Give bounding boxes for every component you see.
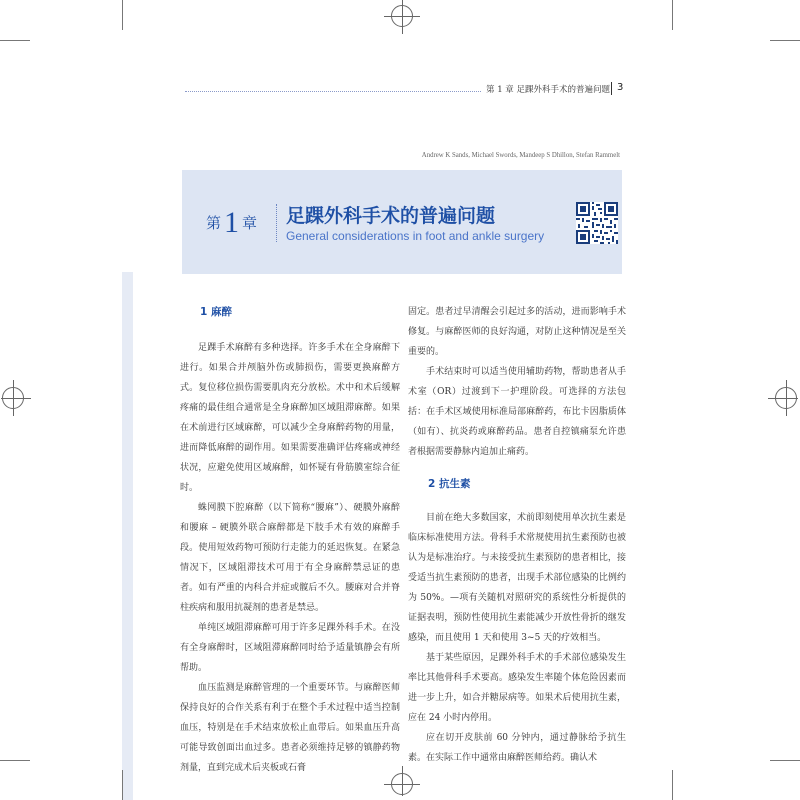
chapter-label-pre: 第 xyxy=(206,216,222,232)
chapter-divider xyxy=(276,204,277,242)
crop-mark xyxy=(122,0,123,30)
paragraph: 固定。患者过早清醒会引起过多的活动，进而影响手术修复。与麻醉医师的良好沟通，对防止这种情况是至关重要的。 xyxy=(408,307,626,357)
paragraph: 目前在绝大多数国家，术前即刻使用单次抗生素是临床标准使用方法。骨科手术常规使用抗生素预防也被认为是标准治疗。与未接受抗生素预防的患者相比，接受适当抗生素预防的患者，出现手术部位感染的比例约为 50%。—项有关随机对照研究的系统性分析提供的证据表明，预防性使用抗生素能减少开放性骨折的继发感染，而且使用 1 天和使用 3~5 天的疗效相当。 xyxy=(408,513,626,643)
running-head-chapter: 第 1 章 足踝外科手术的普遍问题 xyxy=(486,85,611,95)
margin-strip xyxy=(122,272,133,800)
chapter-title: 足踝外科手术的普遍问题 xyxy=(286,205,496,227)
paragraph: 足踝手术麻醉有多种选择。许多手术在全身麻醉下进行。如果合并颅脑外伤或肺损伤，需要更换麻醉方式。复位移位损伤需要肌肉充分放松。术中和术后缓解疼痛的最佳组合通常是全身麻醉加区域阻滞麻醉。如果在术前进行区域麻醉，可以减少全身麻醉药物的用量，进而降低麻醉的副作用。如果需要准确评估疼痛或神经状况，应避免使用区域麻醉，如怀疑有骨筋膜室综合征时。 xyxy=(180,343,400,493)
section-heading-antibiotics: 2 抗生素 xyxy=(428,478,471,490)
paragraph: 手术结束时可以适当使用辅助药物，帮助患者从手术室（OR）过渡到下一护理阶段。可选择的方法包括：在手术区域使用标准局部麻醉药，布比卡因脂质体（如有）、抗炎药或麻醉药品。患者自控镇痛泵允许患者根据需要静脉内追加止痛药。 xyxy=(408,367,626,457)
left-column xyxy=(180,300,400,778)
registration-mark-top xyxy=(390,4,414,28)
paragraph: 血压监测是麻醉管理的一个重要环节。与麻醉医师保持良好的合作关系有利于在整个手术过程中适当控制血压，特别是在手术结束放松止血带后。如果血压升高可能导致创面出血过多。患者必须维持足够的镇静药物剂量，直到完成术后夹板或石膏 xyxy=(180,683,400,773)
chapter-subtitle-english: General considerations in foot and ankle surgery xyxy=(286,229,545,243)
chapter-title-box xyxy=(182,170,622,274)
section-heading-anesthesia: 1 麻醉 xyxy=(200,306,232,318)
crop-mark xyxy=(672,770,673,800)
right-column xyxy=(408,302,626,768)
registration-mark-left xyxy=(1,386,25,410)
paragraph: 蛛网膜下腔麻醉（以下简称“腰麻”）、硬膜外麻醉和腰麻 – 硬膜外联合麻醉都是下肢手术有效的麻醉手段。使用短效药物可预防行走能力的延迟恢复。在紧急情况下，区域阻滞技术可用于有全身麻醉禁忌证的患者。如有严重的内科合并症或髋后不久。腰麻对合并脊柱疾病和服用抗凝剂的患者是禁忌。 xyxy=(180,503,400,613)
chapter-number: 1 xyxy=(224,206,240,239)
crop-mark xyxy=(672,0,673,30)
paragraph: 基于某些原因，足踝外科手术的手术部位感染发生率比其他骨科手术要高。感染发生率随个体危险因素而进一步上升，如合并糖尿病等。如果术后使用抗生素，应在 24 小时内停用。 xyxy=(408,653,626,723)
crop-mark xyxy=(770,760,800,761)
paragraph: 应在切开皮肤前 60 分钟内，通过静脉给予抗生素。在实际工作中通常由麻醉医师给药。确认术 xyxy=(408,733,626,763)
page-number: 3 xyxy=(617,82,624,93)
crop-mark xyxy=(122,770,123,800)
crop-mark xyxy=(770,40,800,41)
running-head-dots xyxy=(185,91,481,92)
paragraph: 单纯区域阻滞麻醉可用于许多足踝外科手术。在没有全身麻醉时，区域阻滞麻醉同时给予适量镇静会有所帮助。 xyxy=(180,623,400,673)
crop-mark xyxy=(0,40,30,41)
qr-code-icon[interactable] xyxy=(576,202,618,244)
running-head-separator xyxy=(611,82,612,95)
chapter-label xyxy=(206,202,258,239)
chapter-label-post: 章 xyxy=(242,216,258,232)
crop-mark xyxy=(0,760,30,761)
running-head xyxy=(185,82,625,98)
authors-line: Andrew K Sands, Michael Swords, Mandeep S Dhillon, Stefan Rammelt xyxy=(421,152,620,159)
registration-mark-right xyxy=(774,386,798,410)
